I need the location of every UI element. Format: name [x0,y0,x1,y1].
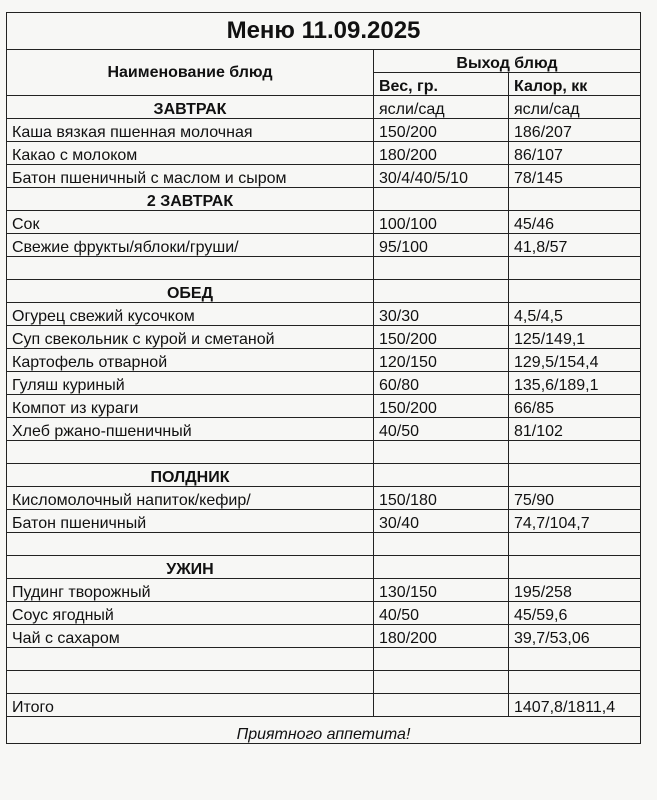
empty-cell [374,556,509,579]
dish-calories: 4,5/4,5 [509,303,641,326]
dish-weight: 180/200 [374,625,509,648]
menu-table [6,12,641,744]
dish-weight: 30/30 [374,303,509,326]
empty-cell [374,533,509,556]
dish-calories: 41,8/57 [509,234,641,257]
empty-cell [7,648,374,671]
section-row [7,96,641,119]
empty-cell [509,280,641,303]
dish-weight: 95/100 [374,234,509,257]
dish-calories: 45/46 [509,211,641,234]
dish-row [7,487,641,510]
dish-name-header: Наименование блюд [7,50,374,96]
empty-cell [374,671,509,694]
section-title: УЖИН [7,556,374,579]
dish-row [7,395,641,418]
calorie-header: Калор, кк [509,73,641,96]
dish-weight: 130/150 [374,579,509,602]
dish-calories: 74,7/104,7 [509,510,641,533]
empty-cell [509,464,641,487]
empty-cell [509,648,641,671]
dish-weight: 150/180 [374,487,509,510]
dish-name: Хлеб ржано-пшеничный [7,418,374,441]
dish-name: Пудинг творожный [7,579,374,602]
section-row [7,464,641,487]
dish-calories: 129,5/154,4 [509,349,641,372]
dish-weight: 40/50 [374,418,509,441]
blank-row [7,648,641,671]
empty-cell [374,257,509,280]
dish-name: Чай с сахаром [7,625,374,648]
dish-calories: 66/85 [509,395,641,418]
section-title: ПОЛДНИК [7,464,374,487]
section-row [7,280,641,303]
empty-cell [509,441,641,464]
empty-cell [7,257,374,280]
dish-name: Соус ягодный [7,602,374,625]
dish-calories: 81/102 [509,418,641,441]
blank-row [7,441,641,464]
dish-calories: 86/107 [509,142,641,165]
empty-cell [374,188,509,211]
empty-cell [374,464,509,487]
dish-weight: 100/100 [374,211,509,234]
dish-calories: 78/145 [509,165,641,188]
dish-weight: 40/50 [374,602,509,625]
dish-row [7,372,641,395]
header-row [7,50,641,73]
empty-cell [374,441,509,464]
empty-cell [7,671,374,694]
empty-cell [7,533,374,556]
footer-text: Приятного аппетита! [7,717,641,744]
title-row [7,13,641,50]
menu-sheet [6,12,640,744]
dish-name: Картофель отварной [7,349,374,372]
dish-weight: 180/200 [374,142,509,165]
blank-row [7,533,641,556]
section-row [7,188,641,211]
dish-name: Кисломолочный напиток/кефир/ [7,487,374,510]
menu-title: Меню 11.09.2025 [7,13,641,50]
dish-weight: 150/200 [374,395,509,418]
blank-row [7,671,641,694]
empty-cell [509,556,641,579]
empty-cell [374,280,509,303]
dish-row [7,418,641,441]
total-calories: 1407,8/1811,4 [509,694,641,717]
dish-name: Суп свекольник с курой и сметаной [7,326,374,349]
dish-calories: 135,6/189,1 [509,372,641,395]
empty-cell [509,257,641,280]
dish-row [7,510,641,533]
empty-cell [374,648,509,671]
blank-row [7,257,641,280]
dish-weight: 150/200 [374,326,509,349]
dish-weight: 150/200 [374,119,509,142]
total-label: Итого [7,694,374,717]
dish-row [7,165,641,188]
empty-cell [509,671,641,694]
calorie-subheader: ясли/сад [509,96,641,119]
dish-row [7,602,641,625]
dish-row [7,625,641,648]
dish-calories: 195/258 [509,579,641,602]
dish-weight: 60/80 [374,372,509,395]
empty-cell [509,533,641,556]
dish-weight: 30/4/40/5/10 [374,165,509,188]
empty-cell [509,188,641,211]
dish-name: Свежие фрукты/яблоки/груши/ [7,234,374,257]
footer-row [7,717,641,744]
weight-subheader: ясли/сад [374,96,509,119]
dish-calories: 75/90 [509,487,641,510]
dish-name: Каша вязкая пшенная молочная [7,119,374,142]
dish-calories: 39,7/53,06 [509,625,641,648]
dish-row [7,211,641,234]
dish-name: Компот из кураги [7,395,374,418]
dish-row [7,119,641,142]
section-row [7,556,641,579]
weight-header: Вес, гр. [374,73,509,96]
dish-name: Гуляш куриный [7,372,374,395]
section-title: ЗАВТРАК [7,96,374,119]
empty-cell [374,694,509,717]
dish-row [7,579,641,602]
dish-calories: 45/59,6 [509,602,641,625]
dish-weight: 30/40 [374,510,509,533]
dish-name: Сок [7,211,374,234]
section-title: ОБЕД [7,280,374,303]
dish-row [7,349,641,372]
dish-weight: 120/150 [374,349,509,372]
total-row [7,694,641,717]
dish-row [7,303,641,326]
output-header: Выход блюд [374,50,641,73]
dish-calories: 186/207 [509,119,641,142]
dish-row [7,326,641,349]
dish-row [7,234,641,257]
dish-name: Огурец свежий кусочком [7,303,374,326]
section-title: 2 ЗАВТРАК [7,188,374,211]
dish-name: Батон пшеничный с маслом и сыром [7,165,374,188]
dish-name: Батон пшеничный [7,510,374,533]
dish-row [7,142,641,165]
empty-cell [7,441,374,464]
dish-name: Какао с молоком [7,142,374,165]
dish-calories: 125/149,1 [509,326,641,349]
